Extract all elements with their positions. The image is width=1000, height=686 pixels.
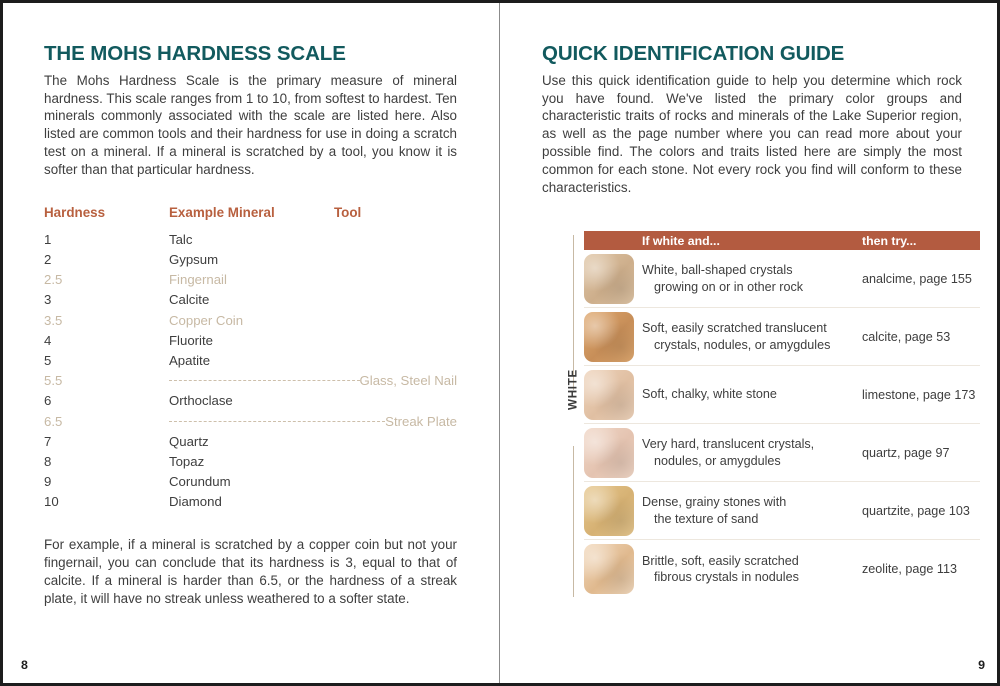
cell-stone-swatch: [584, 486, 642, 536]
page-number-left: 8: [21, 658, 28, 672]
right-page: [500, 3, 1000, 686]
cell-tool: [334, 249, 457, 269]
stone-swatch-image: [584, 428, 634, 478]
mohs-table-body: [44, 229, 457, 512]
cell-tool: [334, 350, 457, 370]
table-row: [44, 350, 457, 370]
cell-hardness: 8: [44, 453, 52, 469]
cell-stone-swatch: [584, 544, 642, 594]
cell-tool-leader: [169, 371, 457, 391]
trait-line-1: Dense, grainy stones with: [642, 495, 787, 510]
mohs-table-header-row: [44, 205, 457, 229]
cell-then-try-result: quartz, page 97: [862, 445, 950, 460]
quick-id-intro-paragraph: Use this quick identification guide to help you determine which rock you have found. We've listed the primary color groups and characteristic traits of rocks and minerals of the Lake Superior region, as well as the page number where you can read more about your possible find. The colors and traits listed here are simply the most common for each stone. Not every rock you find will conform to these characteristics.: [542, 72, 962, 196]
table-row: [44, 492, 457, 512]
cell-example-mineral: Apatite: [169, 352, 211, 368]
cell-hardness: 2: [44, 252, 52, 268]
cell-tool: [334, 290, 457, 310]
cell-tool: [334, 472, 457, 492]
color-group-bracket: [560, 231, 586, 601]
table-row: [584, 540, 980, 598]
cell-hardness: 1: [44, 231, 52, 247]
table-row: [44, 431, 457, 451]
cell-hardness: 4: [44, 332, 52, 348]
quick-id-table-header-row: [584, 231, 980, 250]
table-row: [44, 391, 457, 411]
column-header-hardness: Hardness: [44, 205, 106, 221]
cell-trait-description: [642, 436, 862, 469]
cell-stone-swatch: [584, 254, 642, 304]
quick-id-table: [584, 231, 980, 598]
bracket-line-bottom: [573, 446, 574, 597]
cell-then-try-result: analcime, page 155: [862, 271, 972, 286]
cell-hardness: 6.5: [44, 413, 63, 429]
cell-then-try-result: quartzite, page 103: [862, 503, 970, 518]
cell-trait-description: [642, 553, 862, 586]
trait-line-2: growing on or in other rock: [654, 279, 804, 294]
cell-tool-leader: [169, 411, 457, 431]
page-number-right: 9: [978, 658, 985, 672]
cell-stone-swatch: [584, 428, 642, 478]
page-title-quick-id: QUICK IDENTIFICATION GUIDE: [542, 42, 845, 65]
cell-tool: [334, 431, 457, 451]
cell-hardness: 3: [44, 292, 52, 308]
table-row: [44, 290, 457, 310]
table-row: [44, 229, 457, 249]
cell-hardness: 2.5: [44, 272, 63, 288]
table-row: [44, 270, 457, 290]
stone-swatch-image: [584, 312, 634, 362]
cell-tool: [334, 391, 457, 411]
column-header-then-try: then try...: [862, 233, 917, 248]
mohs-closing-paragraph: For example, if a mineral is scratched by a copper coin but not your fingernail, you can conclude that its hardness is 3, equal to that of calcite. If a mineral is harder than 6.5, or the hardness of a streak plate, it will have no streak unless weathered to a softer state.: [44, 536, 457, 606]
cell-example-mineral: Calcite: [169, 292, 210, 308]
table-row: [584, 366, 980, 424]
cell-tool: [334, 330, 457, 350]
cell-stone-swatch: [584, 312, 642, 362]
cell-tool: Glass, Steel Nail: [359, 373, 457, 389]
cell-hardness: 10: [44, 494, 59, 510]
quick-id-section: [548, 231, 980, 601]
cell-tool: [334, 492, 457, 512]
trait-line-2: the texture of sand: [654, 511, 759, 526]
stone-swatch-image: [584, 486, 634, 536]
color-group-label-white: WHITE: [566, 369, 580, 410]
cell-example-mineral: Corundum: [169, 474, 231, 490]
cell-trait-description: [642, 494, 862, 527]
cell-tool: [334, 451, 457, 471]
quick-id-table-body: [584, 250, 980, 598]
cell-example-mineral: Fluorite: [169, 332, 213, 348]
cell-then-try-result: calcite, page 53: [862, 329, 951, 344]
table-row: [44, 451, 457, 471]
cell-then-try-result: limestone, page 173: [862, 387, 976, 402]
cell-hardness: 9: [44, 474, 52, 490]
stone-swatch-image: [584, 544, 634, 594]
table-row: [44, 472, 457, 492]
table-row: [44, 330, 457, 350]
cell-example-mineral: Copper Coin: [169, 312, 244, 328]
mohs-hardness-table: [44, 205, 457, 512]
trait-line-2: fibrous crystals in nodules: [654, 570, 799, 584]
cell-hardness: 7: [44, 433, 52, 449]
cell-trait-description: [642, 386, 862, 402]
cell-trait-description: [642, 262, 862, 295]
trait-line-1: Brittle, soft, easily scratched: [642, 553, 799, 568]
cell-tool: [334, 310, 457, 330]
mohs-intro-paragraph: The Mohs Hardness Scale is the primary measure of mineral hardness. This scale ranges from 1 to 10, from softest to hardest. Ten minerals commonly associated with the scale are listed here. Also listed are common tools and their hardness for use in doing a scratch test on a mineral. If a mineral is scratched by a tool, you know it is softer than that particular hardness.: [44, 72, 457, 178]
cell-example-mineral: Orthoclase: [169, 393, 233, 409]
cell-hardness: 5: [44, 352, 52, 368]
cell-hardness: 3.5: [44, 312, 63, 328]
cell-example-mineral: Talc: [169, 231, 193, 247]
dashed-leader-line: [169, 421, 385, 422]
table-row: [44, 411, 457, 431]
cell-tool: Streak Plate: [385, 413, 457, 429]
cell-tool: [334, 270, 457, 290]
cell-example-mineral: Quartz: [169, 433, 209, 449]
trait-line-1: Very hard, translucent crystals,: [642, 437, 815, 452]
table-row: [584, 424, 980, 482]
cell-then-try-result: zeolite, page 113: [862, 562, 957, 576]
dashed-leader-line: [169, 380, 360, 381]
table-row: [44, 310, 457, 330]
table-row: [584, 482, 980, 540]
column-header-tool: Tool: [334, 205, 362, 221]
cell-tool: [334, 229, 457, 249]
table-row: [584, 250, 980, 308]
table-row: [44, 371, 457, 391]
trait-line-2: crystals, nodules, or amygdules: [654, 337, 831, 352]
cell-hardness: 5.5: [44, 373, 63, 389]
stone-swatch-image: [584, 370, 634, 420]
cell-example-mineral: Topaz: [169, 453, 205, 469]
page-title-mohs: THE MOHS HARDNESS SCALE: [44, 42, 346, 65]
cell-example-mineral: Fingernail: [169, 272, 227, 288]
column-header-if-white-and: If white and...: [642, 233, 720, 248]
table-row: [44, 249, 457, 269]
column-header-example-mineral: Example Mineral: [169, 205, 275, 221]
cell-hardness: 6: [44, 393, 52, 409]
trait-line-2: nodules, or amygdules: [654, 453, 781, 468]
trait-line-1: White, ball-shaped crystals: [642, 263, 793, 278]
table-row: [584, 308, 980, 366]
cell-example-mineral: Diamond: [169, 494, 222, 510]
stone-swatch-image: [584, 254, 634, 304]
trait-line-1: Soft, chalky, white stone: [642, 387, 777, 402]
cell-trait-description: [642, 320, 862, 353]
cell-stone-swatch: [584, 370, 642, 420]
cell-example-mineral: Gypsum: [169, 252, 219, 268]
left-page: [3, 3, 500, 686]
trait-line-1: Soft, easily scratched translucent: [642, 321, 827, 336]
